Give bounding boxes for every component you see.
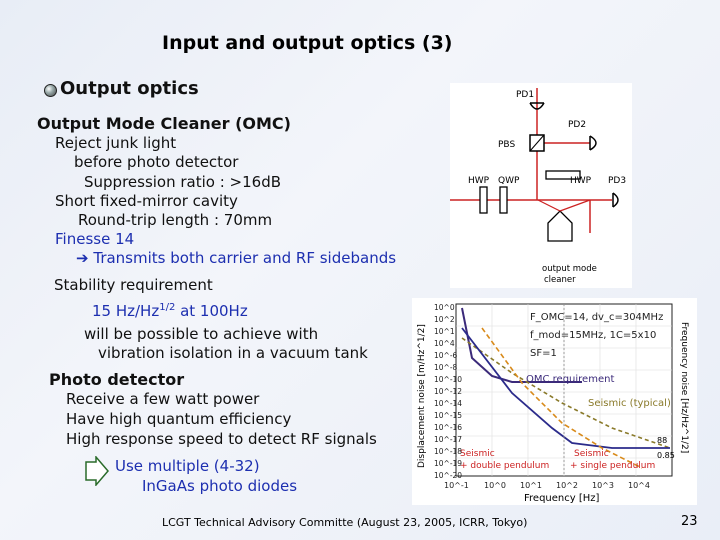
- slide-title: Input and output optics (3): [162, 32, 453, 54]
- y-tick: 10^1: [434, 327, 455, 336]
- omc-suppression: Suppression ratio : >16dB: [84, 173, 282, 191]
- omc-label-2: cleaner: [544, 275, 576, 285]
- y-tick: 10^-6: [434, 351, 458, 360]
- y-tick: 10^4: [434, 339, 455, 348]
- bullet-icon: [44, 84, 57, 97]
- y-tick: 10^0: [434, 303, 455, 312]
- hwp-left-label: HWP: [468, 176, 490, 186]
- param-2: f_mod=15MHz, 1C=5x10: [530, 330, 657, 341]
- stability-line2: vibration isolation in a vacuum tank: [98, 344, 368, 362]
- param-1: F_OMC=14, dv_c=304MHz: [530, 312, 664, 323]
- x-tick-labels: [444, 481, 650, 490]
- block-arrow-icon: [84, 456, 110, 486]
- omc-before: before photo detector: [74, 153, 239, 171]
- y-axis-label-right: Frequency noise [Hz/Hz^1/2]: [679, 322, 689, 454]
- right-tick-1: 88: [657, 436, 668, 445]
- optics-layout-diagram: [450, 83, 632, 288]
- x-tick: 10^3: [592, 481, 614, 490]
- y-axis-label: Displacement noise [m/Hz^1/2]: [417, 324, 427, 468]
- seismic-double-label-1: Seismic: [460, 449, 495, 459]
- y-tick: 10^2: [434, 315, 455, 324]
- y-tick: 10^-12: [434, 387, 463, 396]
- stability-heading: Stability requirement: [54, 276, 213, 294]
- noise-plot: [412, 298, 697, 505]
- stability-value-exp: 1/2: [159, 302, 176, 313]
- omc-heading: Output Mode Cleaner (OMC): [37, 114, 291, 133]
- photodetector-heading: Photo detector: [49, 370, 185, 389]
- x-axis-label: Frequency [Hz]: [524, 493, 600, 504]
- section-heading: Output optics: [60, 78, 199, 99]
- seismic-single-label-1: Seismic: [574, 449, 609, 459]
- x-tick: 10^4: [628, 481, 650, 490]
- y-tick: 10^-15: [434, 411, 463, 420]
- stability-line1: will be possible to achieve with: [84, 325, 319, 343]
- stability-value-prefix: 15 Hz/Hz: [92, 302, 160, 320]
- hwp-right-label: HWP: [570, 176, 592, 186]
- omc-cavity: Short fixed-mirror cavity: [55, 192, 238, 210]
- y-tick: 10^-19: [434, 459, 463, 468]
- omc-requirement-label: OMC requirement: [526, 374, 615, 385]
- footer-text: LCGT Technical Advisory Committe (August 23, 2005, ICRR, Tokyo): [162, 516, 528, 529]
- stability-value: [92, 302, 248, 320]
- optics-layout-figure: [450, 83, 632, 288]
- pd2-label: PD2: [568, 120, 587, 130]
- pd3-label: PD3: [608, 176, 627, 186]
- seismic-double-label-2: + double pendulum: [460, 461, 550, 471]
- right-arrow-icon: ➔: [76, 249, 89, 267]
- photodetector-line3: High response speed to detect RF signals: [66, 430, 377, 448]
- seismic-single-label-2: + single pendulum: [570, 461, 656, 471]
- photodetector-line1: Receive a few watt power: [66, 390, 260, 408]
- omc-transmits-row: [76, 249, 396, 267]
- y-tick: 10^-14: [434, 399, 463, 408]
- pd1-label: PD1: [516, 90, 535, 100]
- page-number: 23: [681, 514, 698, 529]
- y-tick: 10^-20: [434, 471, 463, 480]
- x-tick: 10^1: [520, 481, 542, 490]
- y-tick: 10^-16: [434, 423, 463, 432]
- param-3: SF=1: [530, 348, 557, 359]
- omc-roundtrip: Round-trip length : 70mm: [78, 211, 273, 229]
- omc-transmits: Transmits both carrier and RF sidebands: [93, 249, 397, 267]
- stability-value-suffix: at 100Hz: [175, 302, 248, 320]
- omc-reject: Reject junk light: [55, 134, 177, 152]
- photodetector-use2: InGaAs photo diodes: [142, 477, 298, 495]
- x-tick: 10^-1: [444, 481, 469, 490]
- omc-label-1: output mode: [542, 264, 597, 274]
- photodetector-line2: Have high quantum efficiency: [66, 410, 292, 428]
- qwp-label: QWP: [498, 176, 520, 186]
- y-tick: 10^-17: [434, 435, 463, 444]
- noise-plot-figure: [412, 298, 697, 505]
- omc-finesse: Finesse 14: [55, 230, 135, 248]
- y-tick: 10^-10: [434, 375, 463, 384]
- seismic-typical-label: Seismic (typical): [588, 398, 671, 409]
- x-tick: 10^0: [484, 481, 506, 490]
- y-tick: 10^-18: [434, 447, 463, 456]
- right-tick-2: 0.85: [657, 451, 675, 460]
- pbs-label: PBS: [498, 140, 516, 150]
- y-tick: 10^-8: [434, 363, 458, 372]
- x-tick: 10^2: [556, 481, 578, 490]
- photodetector-use1: Use multiple (4-32): [115, 457, 260, 475]
